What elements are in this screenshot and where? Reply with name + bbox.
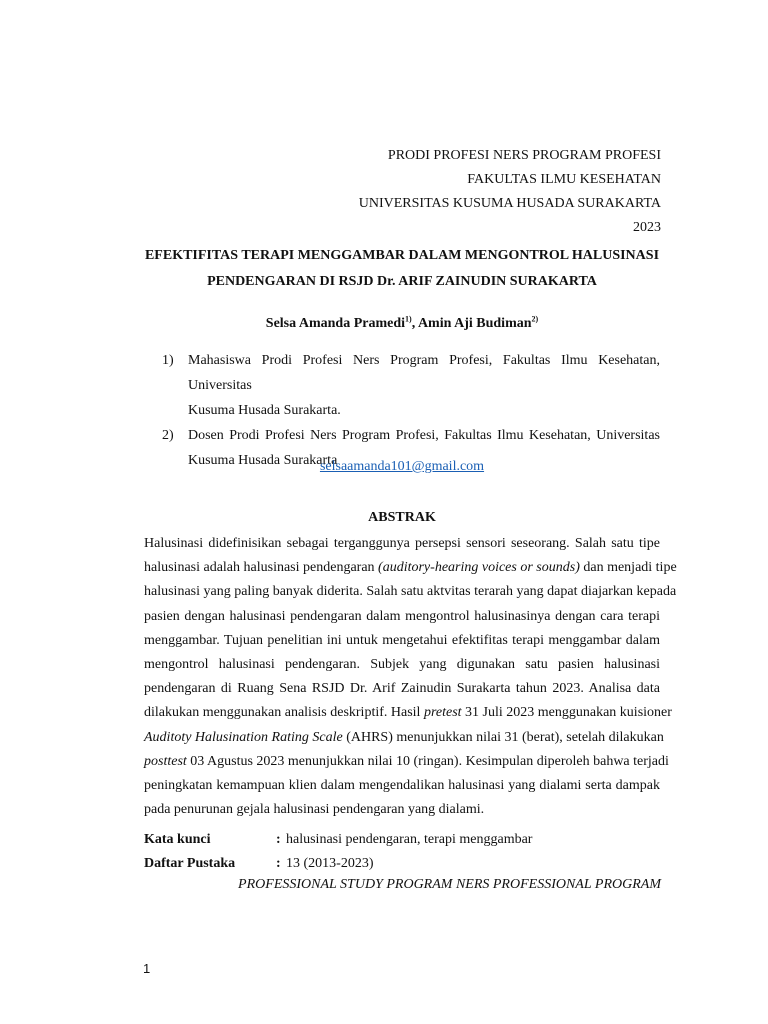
abstract-text: dilakukan menggunakan analisis deskriptif. Hasil bbox=[144, 705, 424, 721]
title-line-1: EFEKTIFITAS TERAPI MENGGAMBAR DALAM MENGONTROL HALUSINASI bbox=[144, 248, 660, 263]
references-colon: : bbox=[276, 856, 281, 871]
header-year: 2023 bbox=[633, 220, 661, 235]
abstract-text: 03 Agustus 2023 menunjukkan nilai 10 (ringan). Kesimpulan diperoleh bahwa terjadi bbox=[186, 753, 669, 769]
abstract-italic-term: pretest bbox=[423, 705, 462, 721]
abstract-line: pasien dengan halusinasi pendengaran dalam mengontrol halusinasinya dengan cara terapi bbox=[144, 608, 660, 624]
author-1-name: Selsa Amanda Pramedi bbox=[265, 316, 406, 331]
abstract-text: dan menjadi tipe bbox=[579, 560, 677, 576]
english-program-heading: PROFESSIONAL STUDY PROGRAM NERS PROFESSIONAL PROGRAM bbox=[238, 877, 661, 892]
page-number: 1 bbox=[143, 961, 151, 976]
abstract-text: 31 Juli 2023 menggunakan kuisioner bbox=[461, 705, 672, 721]
paper-title bbox=[144, 243, 660, 295]
keywords-colon: : bbox=[276, 832, 281, 847]
references-row bbox=[144, 852, 660, 876]
author-list bbox=[144, 316, 660, 332]
abstract-line bbox=[144, 701, 672, 725]
abstract-text: halusinasi adalah halusinasi pendengaran bbox=[144, 560, 379, 576]
affiliation-list bbox=[162, 348, 660, 473]
author-2-affil-mark: 2) bbox=[531, 314, 539, 324]
abstract-line: pada penurunan gejala halusinasi pendengaran yang dialami. bbox=[144, 802, 485, 818]
references-label: Daftar Pustaka bbox=[144, 856, 236, 871]
abstract-italic-term: posttest bbox=[144, 753, 187, 769]
abstract-italic-term: (auditory-hearing voices or sounds) bbox=[378, 560, 580, 576]
abstract-line bbox=[144, 750, 669, 774]
header-program: PRODI PROFESI NERS PROGRAM PROFESI bbox=[387, 148, 661, 163]
abstract-body bbox=[144, 532, 677, 822]
affiliation-item bbox=[162, 348, 660, 423]
header-university: UNIVERSITAS KUSUMA HUSADA SURAKARTA bbox=[358, 196, 661, 211]
keywords-value: halusinasi pendengaran, terapi menggambar bbox=[286, 832, 533, 847]
affiliation-number: 2) bbox=[162, 428, 174, 443]
references-value: 13 (2013-2023) bbox=[286, 856, 374, 871]
affiliation-line: Mahasiswa Prodi Profesi Ners Program Profesi, Fakultas Ilmu Kesehatan, Universitas bbox=[188, 353, 660, 393]
abstract-line: halusinasi yang paling banyak diderita. Salah satu aktvitas terarah yang dapat diajarkan kepada bbox=[144, 584, 677, 600]
keywords-label: Kata kunci bbox=[144, 832, 211, 847]
keywords-row bbox=[144, 828, 660, 852]
abstract-text: (AHRS) menunjukkan nilai 31 (berat), setelah dilakukan bbox=[342, 729, 664, 745]
author-1-affil-mark: 1) bbox=[405, 314, 412, 324]
abstract-line: menggambar. Tujuan penelitian ini untuk mengetahui efektifitas terapi menggambar dalam bbox=[144, 632, 660, 648]
abstract-italic-term: Auditoty Halusination Rating Scale bbox=[144, 729, 343, 745]
abstract-line bbox=[144, 556, 677, 580]
email-link[interactable]: selsaamanda101@gmail.com bbox=[319, 459, 485, 474]
affiliation-line: Kusuma Husada Surakarta bbox=[188, 453, 338, 468]
author-separator: , bbox=[411, 316, 418, 331]
institution-header bbox=[359, 144, 661, 240]
abstract-line bbox=[144, 726, 664, 750]
keywords-block bbox=[144, 828, 660, 876]
title-line-2: PENDENGARAN DI RSJD Dr. ARIF ZAINUDIN SURAKARTA bbox=[207, 274, 597, 289]
header-faculty: FAKULTAS ILMU KESEHATAN bbox=[467, 172, 661, 187]
affiliation-line: Kusuma Husada Surakarta. bbox=[188, 403, 341, 418]
abstract-line: mengontrol halusinasi pendengaran. Subjek yang digunakan satu pasien halusinasi bbox=[144, 657, 660, 673]
affiliation-text bbox=[188, 348, 660, 423]
abstract-heading: ABSTRAK bbox=[368, 510, 436, 525]
abstract-line: peningkatan kemampuan klien dalam mengendalikan halusinasi yang dialami serta dampak bbox=[144, 778, 660, 794]
affiliation-number: 1) bbox=[162, 353, 174, 368]
abstract-line: Halusinasi didefinisikan sebagai terganggunya persepsi sensori seseorang. Salah satu tipe bbox=[144, 536, 660, 551]
abstract-line: pendengaran di Ruang Sena RSJD Dr. Arif Zainudin Surakarta tahun 2023. Analisa data bbox=[144, 681, 660, 697]
affiliation-line: Dosen Prodi Profesi Ners Program Profesi, Fakultas Ilmu Kesehatan, Universitas bbox=[188, 428, 660, 443]
author-2-name: Amin Aji Budiman bbox=[417, 316, 532, 331]
